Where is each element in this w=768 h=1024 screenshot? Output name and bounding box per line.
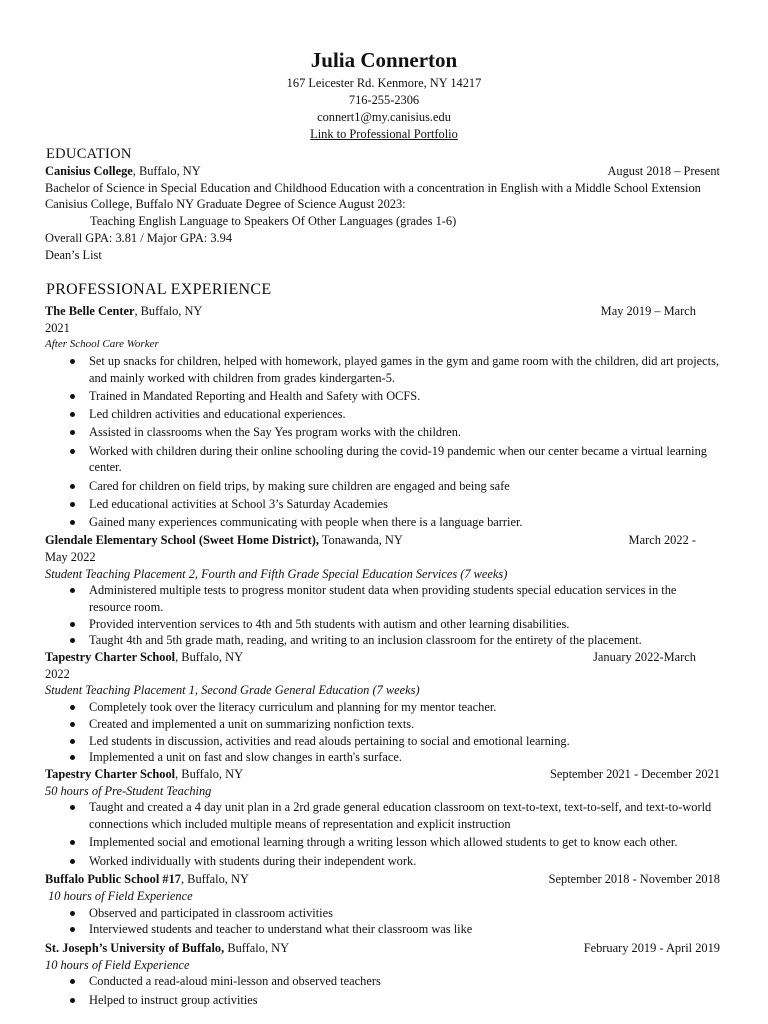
job-header <box>45 303 720 320</box>
list-item: Helped to instruct group activities <box>45 992 720 1009</box>
job-entry <box>45 766 720 869</box>
job-header <box>45 649 720 666</box>
graduate-program: Teaching English Language to Speakers Of Other Languages (grades 1-6) <box>90 214 457 229</box>
job-duties <box>45 799 720 869</box>
job-role: After School Care Worker <box>45 338 159 351</box>
job-dates: January 2022-March <box>593 650 696 665</box>
list-item: Interviewed students and teacher to understand what their classroom was like <box>45 921 720 938</box>
job-location: Tonawanda, NY <box>318 533 403 548</box>
job-location: , Buffalo, NY <box>175 766 244 781</box>
job-dates-continued: May 2022 <box>45 549 96 564</box>
phone: 716-255-2306 <box>348 93 420 107</box>
job-duties <box>45 905 720 938</box>
list-item: Administered multiple tests to progress monitor student data when providing students special education services in the resource room. <box>45 582 720 615</box>
education-heading: EDUCATION <box>46 146 132 162</box>
education-dates: August 2018 – Present <box>607 164 720 178</box>
gpa: Overall GPA: 3.81 / Major GPA: 3.94 <box>45 230 233 245</box>
job-dates-continued: 2021 <box>45 320 70 335</box>
job-duties <box>45 699 720 766</box>
job-organization: Tapestry Charter School <box>45 650 176 665</box>
experience-heading: PROFESSIONAL EXPERIENCE <box>46 281 272 298</box>
job-organization: Glendale Elementary School (Sweet Home District), <box>45 533 319 548</box>
job-organization: St. Joseph’s University of Buffalo, <box>45 941 225 956</box>
honors: Dean’s List <box>45 247 102 262</box>
list-item: Implemented a unit on fast and slow changes in earth's surface. <box>45 749 720 766</box>
job-header <box>45 532 720 549</box>
contact-info <box>0 75 768 143</box>
job-dates: September 2018 - November 2018 <box>548 872 720 887</box>
job-organization: The Belle Center <box>45 304 135 318</box>
list-item: Observed and participated in classroom activities <box>45 905 720 922</box>
job-entry <box>45 940 720 1008</box>
list-item: Led educational activities at School 3’s Saturday Academies <box>45 496 720 513</box>
job-duties <box>45 582 720 649</box>
list-item: Worked individually with students during their independent work. <box>45 853 720 870</box>
list-item: Set up snacks for children, helped with homework, played games in the gym and game room with the children, did art projects, and mainly worked with children from grades kindergarten-5. <box>45 353 720 386</box>
job-duties <box>45 353 720 531</box>
job-header <box>45 871 720 888</box>
job-dates: February 2019 - April 2019 <box>583 941 720 956</box>
job-dates: May 2019 – March <box>600 304 696 318</box>
list-item: Worked with children during their online schooling during the covid-19 pandemic when our center became a virtual learning center. <box>45 443 720 476</box>
school-name: Canisius College <box>45 164 133 178</box>
job-entry <box>45 649 720 766</box>
job-location: , Buffalo, NY <box>175 650 244 665</box>
list-item: Led children activities and educational experiences. <box>45 406 720 423</box>
email: connert1@my.canisius.edu <box>317 110 451 124</box>
list-item: Taught and created a 4 day unit plan in a 2rd grade general education classroom on text-to-text, text-to-self, and text-to-world connections which included multiple means of representation and explicit instruction <box>45 799 720 832</box>
job-dates-continued: 2022 <box>45 666 70 681</box>
list-item: Led students in discussion, activities and read alouds pertaining to social and emotional learning. <box>45 733 720 750</box>
degree-line: Bachelor of Science in Special Education and Childhood Education with a concentration in English with a Middle School Extension <box>45 180 701 195</box>
job-header <box>45 766 720 783</box>
list-item: Conducted a read-aloud mini-lesson and observed teachers <box>45 973 720 990</box>
graduate-line: Canisius College, Buffalo NY Graduate Degree of Science August 2023: <box>45 197 406 212</box>
list-item: Provided intervention services to 4th and 5th students with autism and other learning disabilities. <box>45 616 720 633</box>
applicant-name: Julia Connerton <box>310 48 458 72</box>
education-header-row <box>45 163 720 180</box>
job-organization: Buffalo Public School #17 <box>45 872 181 887</box>
job-role: 10 hours of Field Experience <box>45 888 193 903</box>
experience-section <box>45 303 720 1010</box>
address: 167 Leicester Rd. Kenmore, NY 14217 <box>286 76 482 90</box>
job-role: Student Teaching Placement 2, Fourth and Fifth Grade Special Education Services (7 weeks) <box>45 566 508 581</box>
list-item: Cared for children on field trips, by making sure children are engaged and being safe <box>45 478 720 495</box>
job-role: 10 hours of Field Experience <box>45 957 190 972</box>
job-header <box>45 940 720 957</box>
list-item: Gained many experiences communicating with people when there is a language barrier. <box>45 514 720 531</box>
job-role: 50 hours of Pre-Student Teaching <box>45 783 212 798</box>
education-section <box>45 163 720 263</box>
job-role: Student Teaching Placement 1, Second Grade General Education (7 weeks) <box>45 683 420 698</box>
list-item: Assisted in classrooms when the Say Yes program works with the children. <box>45 424 720 441</box>
job-duties <box>45 973 720 1008</box>
job-entry <box>45 532 720 649</box>
job-location: Buffalo, NY <box>224 941 290 956</box>
list-item: Trained in Mandated Reporting and Health and Safety with OCFS. <box>45 388 720 405</box>
list-item: Implemented social and emotional learning through a writing lesson which allowed students to get to know each other. <box>45 834 720 851</box>
job-dates: September 2021 - December 2021 <box>550 766 720 781</box>
job-entry <box>45 871 720 938</box>
job-dates: March 2022 - <box>628 533 696 548</box>
job-location: , Buffalo, NY <box>134 304 203 318</box>
portfolio-link[interactable]: Link to Professional Portfolio <box>310 127 458 141</box>
list-item: Created and implemented a unit on summarizing nonfiction texts. <box>45 716 720 733</box>
list-item: Taught 4th and 5th grade math, reading, and writing to an inclusion classroom for the entirety of the placement. <box>45 632 720 649</box>
job-entry <box>45 303 720 531</box>
school-location: , Buffalo, NY <box>132 164 201 178</box>
list-item: Completely took over the literacy curriculum and planning for my mentor teacher. <box>45 699 720 716</box>
job-organization: Tapestry Charter School <box>45 766 176 781</box>
job-location: , Buffalo, NY <box>180 872 249 887</box>
